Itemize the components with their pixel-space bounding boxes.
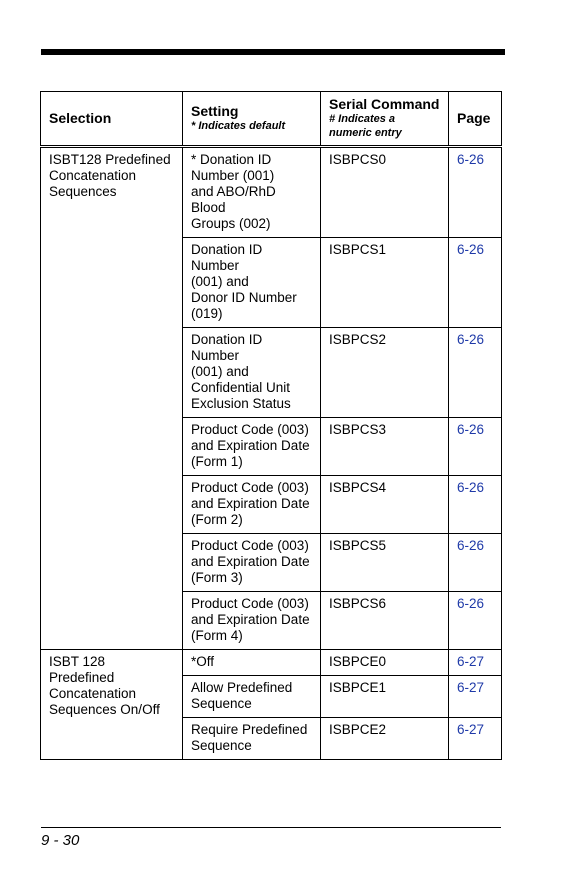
page-cell: [449, 676, 502, 718]
serial-command-cell: ISBPCS6: [321, 592, 449, 650]
page-cell: [449, 418, 502, 476]
serial-command-cell: ISBPCS4: [321, 476, 449, 534]
table-row: [41, 650, 502, 676]
header-serial-note: # Indicates a numeric entry: [329, 113, 402, 139]
setting-cell: Product Code (003) and Expiration Date (Form 2): [183, 476, 321, 534]
page-link[interactable]: 6-27: [457, 654, 485, 669]
page-link[interactable]: 6-27: [457, 680, 485, 695]
page-cell: [449, 476, 502, 534]
page-cell: [449, 592, 502, 650]
page-link[interactable]: 6-26: [457, 332, 485, 347]
page-cell: [449, 328, 502, 418]
setting-cell: Product Code (003) and Expiration Date (Form 1): [183, 418, 321, 476]
header-selection: Selection: [41, 92, 183, 147]
page-cell: [449, 147, 502, 238]
setting-cell: Require Predefined Sequence: [183, 718, 321, 760]
table-row: [41, 147, 502, 238]
selection-cell: ISBT128 Predefined Concatenation Sequences: [41, 147, 183, 650]
table-header: [41, 92, 502, 147]
setting-cell: Allow Predefined Sequence: [183, 676, 321, 718]
header-serial-label: Serial Command: [329, 96, 440, 112]
header-page: Page: [449, 92, 502, 147]
serial-command-cell: ISBPCS2: [321, 328, 449, 418]
page-cell: [449, 718, 502, 760]
page-cell: [449, 238, 502, 328]
serial-command-cell: ISBPCS5: [321, 534, 449, 592]
serial-command-cell: ISBPCE2: [321, 718, 449, 760]
bottom-rule: [41, 827, 501, 828]
command-table: [40, 91, 502, 760]
serial-command-cell: ISBPCS3: [321, 418, 449, 476]
page-link[interactable]: 6-26: [457, 480, 485, 495]
page-link[interactable]: 6-26: [457, 152, 485, 167]
header-setting: [183, 92, 321, 147]
header-serial-command: [321, 92, 449, 147]
setting-cell: Product Code (003) and Expiration Date (Form 4): [183, 592, 321, 650]
page-link[interactable]: 6-26: [457, 596, 485, 611]
page-link[interactable]: 6-27: [457, 722, 485, 737]
header-setting-label: Setting: [191, 103, 239, 119]
table-body: [41, 147, 502, 760]
serial-command-cell: ISBPCE0: [321, 650, 449, 676]
page-cell: [449, 650, 502, 676]
setting-cell: * Donation ID Number (001) and ABO/RhD Blood Groups (002): [183, 147, 321, 238]
page-link[interactable]: 6-26: [457, 242, 485, 257]
page-cell: [449, 534, 502, 592]
serial-command-cell: ISBPCE1: [321, 676, 449, 718]
header-setting-note: * Indicates default: [191, 120, 286, 132]
page-link[interactable]: 6-26: [457, 538, 485, 553]
serial-command-cell: ISBPCS1: [321, 238, 449, 328]
setting-cell: Donation ID Number (001) and Confidential Unit Exclusion Status: [183, 328, 321, 418]
setting-cell: Donation ID Number (001) and Donor ID Number (019): [183, 238, 321, 328]
page-link[interactable]: 6-26: [457, 422, 485, 437]
selection-cell: ISBT 128 Predefined Concatenation Sequences On/Off: [41, 650, 183, 760]
setting-cell: *Off: [183, 650, 321, 676]
setting-cell: Product Code (003) and Expiration Date (Form 3): [183, 534, 321, 592]
serial-command-cell: ISBPCS0: [321, 147, 449, 238]
top-rule: [41, 49, 505, 55]
page-number: 9 - 30: [41, 832, 80, 849]
